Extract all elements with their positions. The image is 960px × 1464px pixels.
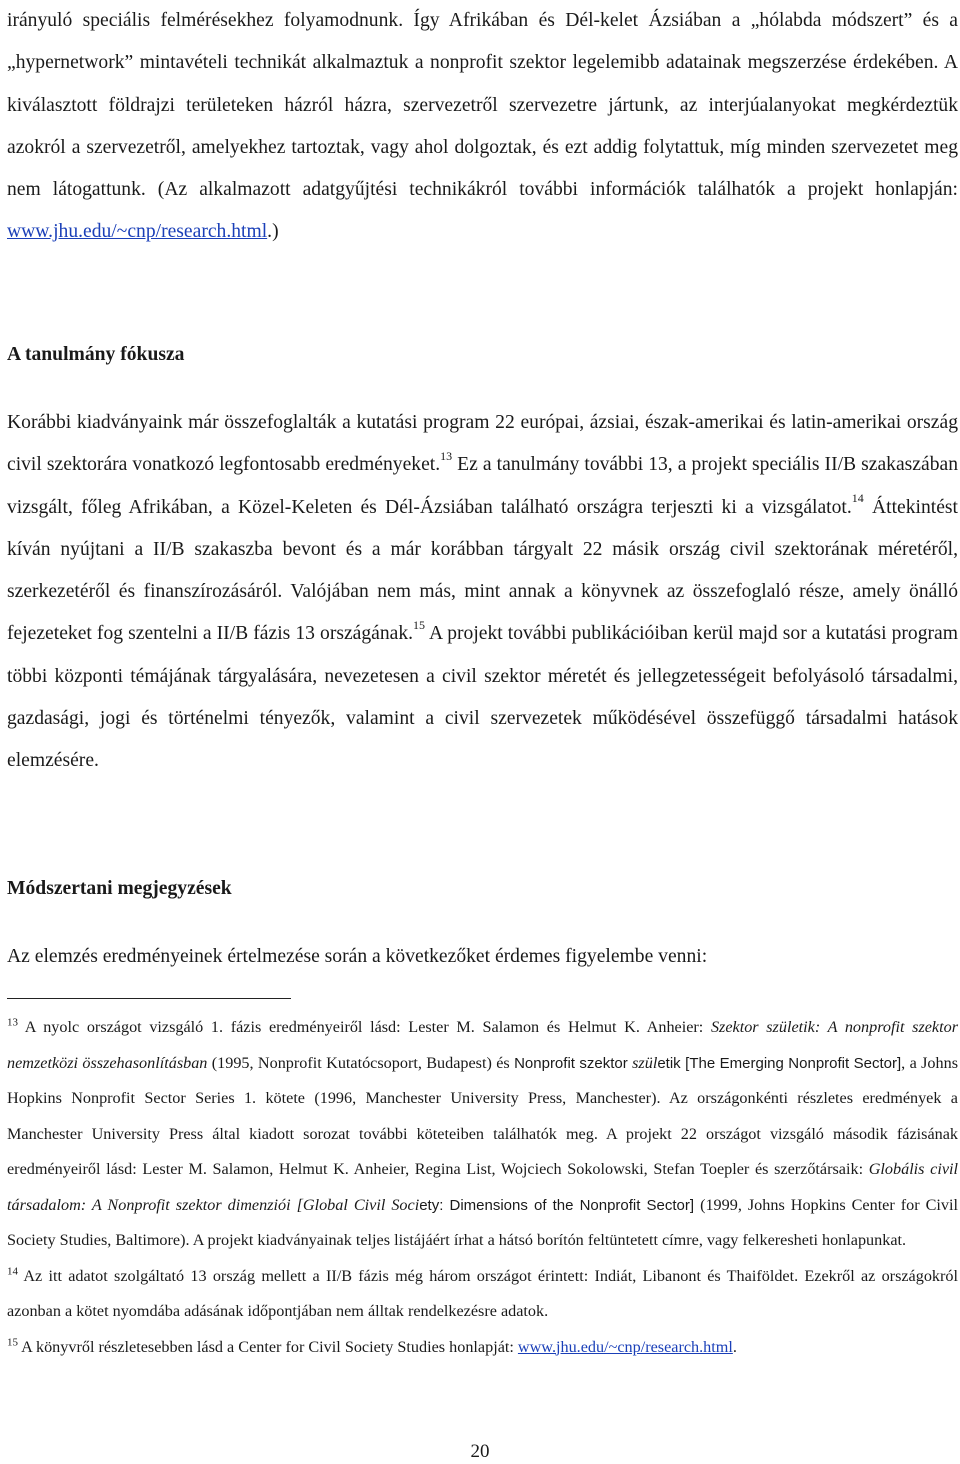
footnote-number: 15 bbox=[7, 1336, 18, 1349]
footnotes bbox=[7, 1010, 958, 1365]
footnote-text: Az itt adatot szolgáltató 13 ország mellett a II/B fázis még három országot érintett: Indiát, Libanont és Thaiföldet. Ezekről az országokról azonban a kötet nyomdába adásának időpontjában nem álltak rendelkezésre adatok. bbox=[7, 1266, 958, 1320]
paragraph-text: Áttekintést kíván nyújtani a II/B szakaszba bevont és a már korábban tárgyalt 22 másik ország civil szektorának méretéről, szerkezetéről és finanszírozásáról. Valójában nem más, mint annak a könyvnek az összefoglaló része, amely önálló fejezeteket fog szentelni a II/B fázis 13 országának. bbox=[7, 496, 958, 645]
paragraph-notes-intro: Az elemzés eredményeinek értelmezése során a következőket érdemes figyelembe venni: bbox=[7, 946, 708, 967]
book-title-fragment: szül bbox=[632, 1053, 658, 1072]
paragraph-text: Korábbi kiadványaink már összefoglalták a kutatási program 22 európai, ázsiai, észak-amerikai és latin-amerikai ország civil szektorára vonatkozó legfontosabb eredményeket. bbox=[7, 412, 958, 476]
footnote-separator bbox=[7, 998, 291, 999]
footnote-research-link[interactable]: www.jhu.edu/~cnp/research.html bbox=[517, 1337, 733, 1356]
book-title-fragment: etik [The Emerging Nonprofit Sector] bbox=[657, 1054, 902, 1072]
paragraph-text: Ez a tanulmány további 13, a projekt speciális II/B szakaszában vizsgált, főleg Afrikában, a Közel-Keleten és Dél-Ázsiában található országra terjeszti ki a vizsgálatot. bbox=[7, 454, 958, 518]
book-title-fragment: ety: Dimensions of the Nonprofit Sector] bbox=[419, 1196, 695, 1214]
footnote-ref-13[interactable]: 13 bbox=[440, 448, 453, 463]
footnote-14 bbox=[7, 1259, 958, 1330]
paragraph-text: irányuló speciális felmérésekhez folyamodnunk. Így Afrikában és Dél-kelet Ázsiában a „hólabda módszert” és a „hypernetwork” mintavételi technikát alkalmaztuk a nonprofit szektor legelemibb adatainak megszerzése érdekében. A kiválasztott földrajzi területeken házról házra, szervezetről szervezetre jártunk, az interjúalanyokat megkérdeztük azokról a szervezetről, amelyekhez tartoztak, vagy ahol dolgoztak, és ezt addig folytattuk, míg minden szervezetet meg nem látogattunk. (Az alkalmazott adatgyűjtési technikákról további információk találhatók a projekt honlapján: bbox=[7, 10, 958, 201]
footnote-text: (1995, Nonprofit Kutatócsoport, Budapest) és bbox=[207, 1053, 515, 1072]
paragraph-text: .) bbox=[267, 221, 279, 243]
footnote-13 bbox=[7, 1010, 958, 1259]
section-heading-focus: A tanulmány fókusza bbox=[7, 344, 185, 365]
paragraph-text: A projekt további publikációiban kerül majd sor a kutatási program többi központi témájának tárgyalására, nevezetesen a civil szektor méretét és jellegzetességeit befolyásoló társadalmi, gazdasági, jogi és történelmi tényezők, valamint a civil szervezetek működésével összefüggő társadalmi hatások elemzésére. bbox=[7, 623, 958, 772]
book-title-fragment: Nonprofit szektor bbox=[514, 1054, 628, 1072]
footnote-number: 13 bbox=[7, 1016, 18, 1029]
paragraph-methodology bbox=[7, 0, 958, 254]
research-link[interactable]: www.jhu.edu/~cnp/research.html bbox=[7, 221, 268, 243]
paragraph-focus bbox=[7, 402, 958, 783]
page-number: 20 bbox=[470, 1441, 490, 1462]
footnote-text: (1999, Johns Hopkins Center for Civil Society Studies, Baltimore). A projekt kiadványainak teljes listájáért írhat a hátsó borítón feltüntetett címre, vagy felkeresheti honlapunkat. bbox=[7, 1195, 959, 1249]
footnote-text: A könyvről részletesebben lásd a Center for Civil Society Studies honlapját: bbox=[18, 1337, 518, 1356]
footnote-ref-14[interactable]: 14 bbox=[851, 491, 864, 506]
footnote-15 bbox=[7, 1330, 958, 1366]
book-title: Globális civil társadalom: A Nonprofit szektor dimenziói [Global Civil Soci bbox=[7, 1160, 958, 1214]
footnote-number: 14 bbox=[7, 1265, 18, 1278]
book-title: Szektor születik: A nonprofit szektor nemzetközi összehasonlításban bbox=[7, 1018, 958, 1072]
footnote-text: . bbox=[732, 1337, 737, 1356]
footnote-text: , a Johns Hopkins Nonprofit Sector Series 1. kötete (1996, Manchester University Press, Manchester). Az országonkénti részletes eredmények a Manchester University Press által kiadott sorozat további köteteiben találhatók meg. A projekt 22 országot vizsgáló második fázisának eredményeiről lásd: Lester M. Salamon, Helmut K. Anheier, Regina List, Wojciech Sokolowski, Stefan Toepler és szerzőtársaik: bbox=[7, 1053, 958, 1178]
section-heading-method-notes: Módszertani megjegyzések bbox=[7, 878, 232, 899]
footnote-ref-15[interactable]: 15 bbox=[413, 617, 426, 632]
footnote-text: A nyolc országot vizsgáló 1. fázis eredményeiről lásd: Lester M. Salamon és Helmut K. Anheier: bbox=[18, 1018, 711, 1036]
